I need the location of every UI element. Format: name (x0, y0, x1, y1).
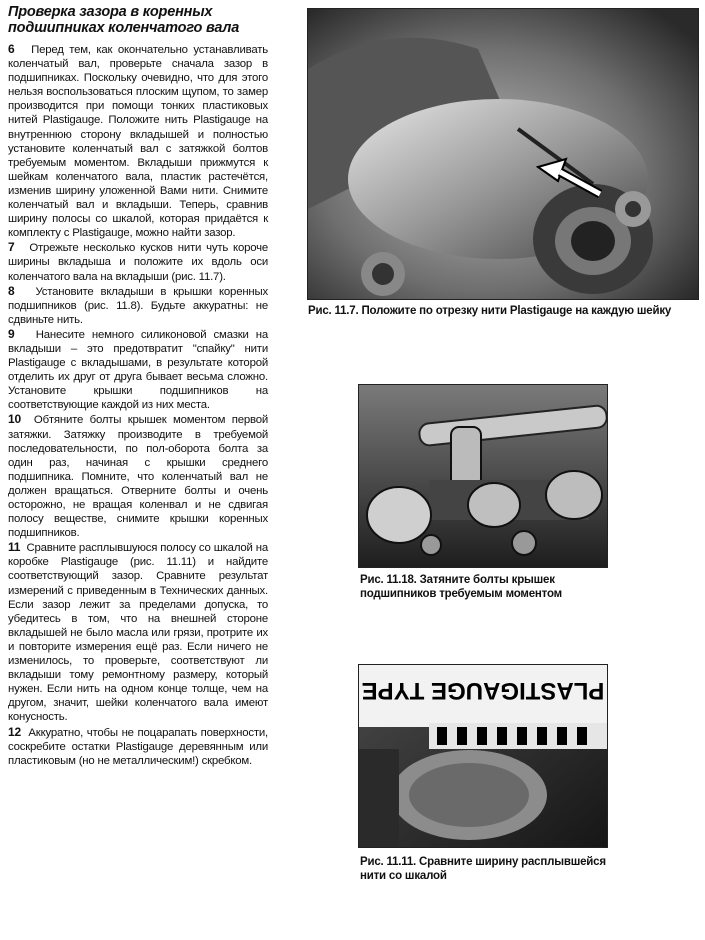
section-title: Проверка зазора в коренных подшипниках коленчатого вала (8, 4, 240, 36)
photo-plastigauge-scale (358, 664, 608, 848)
photo-crankshaft-journal (307, 8, 699, 300)
step-8: 8 Установите вкладыши в крышки коренных подшипников (рис. 11.8). Будьте аккуратны: не сдвиньте нить. (8, 283, 268, 326)
step-12: 12 Аккуратно, чтобы не поцарапать поверхности, соскребите остатки Plastigauge деревянным или пластиковым (но не металлическим!) скребком. (8, 724, 268, 767)
scale-brand-label: PLASTIGAUGE TYPE (361, 677, 605, 704)
caption-fig-11-7: Рис. 11.7. Положите по отрезку нити Plastigauge на каждую шейку (308, 305, 672, 317)
caption-fig-11-18: Рис. 11.18. Затяните болты крышек подшипников требуемым моментом (360, 574, 562, 600)
caption-fig-11-11: Рис. 11.11. Сравните ширину расплывшейся нити со шкалой (360, 856, 606, 882)
step-6: 6 Перед тем, как окончательно устанавливать коленчатый вал, проверьте сначала зазор в подшипниках. Поскольку очевидно, что для этого нельзя воспользоваться плоским щупом, то замер производится при помощи тонких пластиковых нитей Plastigauge. Положите нить Plastigauge на внутреннюю сторону вкладышей и полностью установите коленчатый вал с затяжкой болтов требуемым моментом. Вкладыши прижмутся к шейкам коленчатого вала, пластик растечётся, изменив ширину уложенной Вами нити. Снимите коленчатый вал и вкладыши. Теперь, сравнив ширину полосы со шкалой, которая придаётся к комплекту с Plastigauge, можно найти зазор. (8, 42, 268, 240)
step-10: 10 Обтяните болты крышек моментом первой затяжки. Затяжку производите в требуемой последовательности, по пол-оборота болта за один раз, начиная с крышки среднего подшипника. Помните, что коленчатый вал не должен вращаться. Отверните болты и очень осторожно, не вращая коленвал и не сдвигая полосу веществе, снимите крышки коренных подшипников. (8, 412, 268, 540)
step-11: 11 Сравните расплывшуюся полосу со шкалой на коробке Plastigauge (рис. 11.11) и найдите соответствующий зазор. Сравните результат измерений с приведенным в Технических данных. Если зазор лежит за пределами допуска, то убедитесь в том, что на внешней стороне вкладышей не было масла или грязи, протрите их и повторите измерения ещё раз. Если ничего не изменилось, то проверьте, соответствуют ли вкладыши тому ремонтному размеру, который нужен. Если нить на одном конце толще, чем на другом, значит, шейки коленчатого вала имеют конусность. (8, 540, 268, 724)
body-text (8, 42, 268, 768)
step-9: 9 Нанесите немного силиконовой смазки на вкладыши – это предотвратит "спайку" нити Plastigauge с вкладышами, в результате которой отделить их друг от друга бывает весьма сложно. Установите крышки подшипников на соответствующие каждой из них места. (8, 326, 268, 412)
step-7: 7 Отрежьте несколько кусков нити чуть короче ширины вкладыша и положите их вдоль оси коленчатого вала на вкладыши (рис. 11.7). (8, 240, 268, 283)
photo-torque-wrench (358, 384, 608, 568)
